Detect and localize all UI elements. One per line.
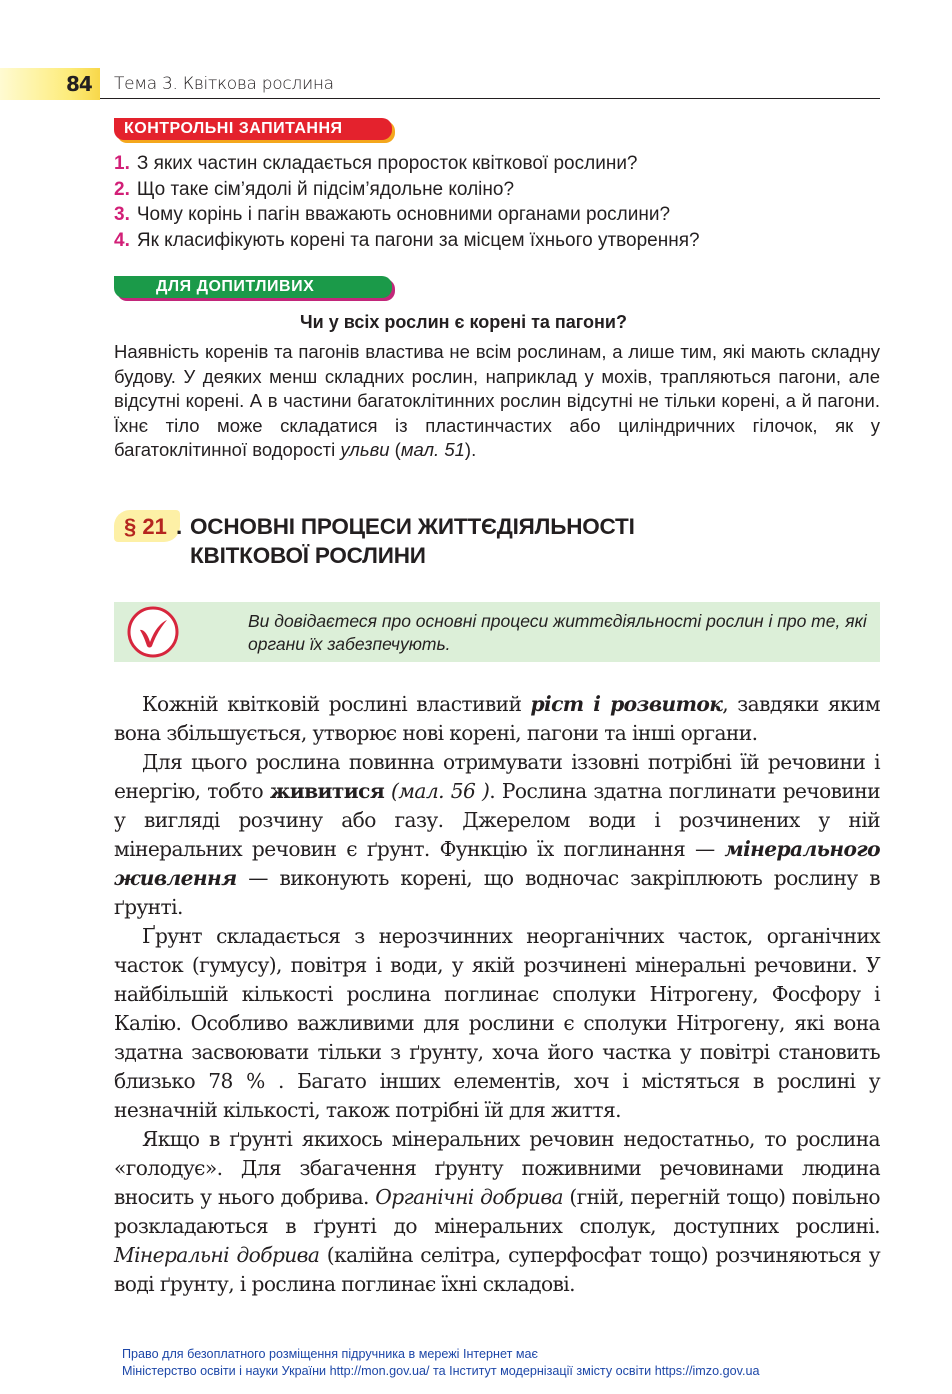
main-text: [114, 690, 880, 1299]
question-number: 2.: [114, 178, 130, 200]
curious-text: (: [389, 439, 401, 461]
question-text: Як класифікують корені та пагони за місцем їхнього утворення?: [136, 229, 700, 251]
copyright-footer: [122, 1346, 759, 1380]
figure-reference: (мал. 56 ): [384, 779, 490, 803]
topic-title: Тема 3. Квіткова рослина: [114, 74, 334, 94]
header-rule: [100, 98, 880, 99]
curious-text: Наявність коренів та пагонів властива не всім рослинам, а лише тим, які мають складну будову. У деяких менш складних рослин, наприклад у мохів, трапляються пагони, але відсутні корені. А в частини багатоклітинних рослин відсутні не тільки корені, а й пагони. Їхнє тіло може складатися із пластинчастих або циліндричних гілочок, як у багатоклітинної водорості: [114, 341, 880, 461]
list-item: [114, 151, 700, 177]
question-number: 3.: [114, 204, 130, 225]
questions-list: [114, 151, 700, 253]
list-item: [114, 177, 700, 203]
curious-title: Чи у всіх рослин є корені та пагони?: [300, 312, 627, 332]
question-number: 1.: [114, 153, 130, 174]
key-term: живитися: [269, 779, 385, 803]
question-text: З яких частин складається проросток квіткової рослини?: [136, 153, 638, 174]
checkmark-circle-icon: [126, 605, 180, 659]
page-header: [0, 64, 880, 98]
learning-goal-text: Ви довідаєтеся про основні процеси життєдіяльності рослин і про те, які органи їх забезпечують.: [248, 611, 867, 654]
curious-label: ДЛЯ ДОПИТЛИВИХ: [114, 276, 392, 298]
paragraph: Якщо в ґрунті якихось мінеральних речовин недостатньо, то рослина «голодує». Для збагачення ґрунту поживними речовинами людина вносить у нього добрива. Органічні добрива (гній, перегній тощо) повільно розкладаються в ґрунті до мінеральних сполук, доступних рослині. Мінеральні добрива (калійна селітра, суперфосфат тощо) розчиняються у воді ґрунту, і рослина поглинає їхні складові.: [114, 1127, 880, 1296]
section-number-badge: [114, 510, 180, 542]
term: Органічні добрива: [375, 1185, 563, 1209]
paragraph: Кожній квітковій рослині властивий ріст і розвиток, завдяки яким вона збільшується, утворює нові корені, пагони та інші органи.: [114, 692, 880, 745]
list-item: [114, 228, 700, 254]
list-item: [114, 202, 700, 228]
key-term: ріст і розвиток: [530, 692, 723, 716]
page-number: 84: [66, 72, 92, 96]
learning-goal-box: [114, 602, 880, 662]
curious-paragraph: [114, 340, 880, 463]
term: Мінеральні добрива: [114, 1243, 320, 1267]
question-text: Чому корінь і пагін вважають основними органами рослини?: [136, 204, 671, 225]
footer-line: Міністерство освіти і науки України http://mon.gov.ua/ та Інститут модернізації змісту освіти https://imzo.gov.ua: [122, 1364, 760, 1378]
paragraph: Ґрунт складається з нерозчинних неорганічних часток, органічних часток (гумусу), повітря і води, у якій розчинені мінеральні речовини. У найбільшій кількості рослина поглинає сполуки Нітрогену, Фосфору і Калію. Особливо важливими для рослини є сполуки Нітрогену, які вона здатна засвоювати тільки з ґрунту, хоча його частка у повітрі становить близько 78 % . Багато інших елементів, хоч і містяться в рослині у незначній кількості, також потрібні їй для життя.: [114, 924, 880, 1122]
footer-line: Право для безоплатного розміщення підручника в мережі Інтернет має: [122, 1347, 538, 1361]
key-term: мінерального живлення: [114, 837, 880, 890]
question-number: 4.: [114, 229, 130, 251]
question-text: Що таке сім’ядолі й підсім’ядольне коліно?: [136, 178, 515, 200]
curious-text: ).: [464, 439, 477, 461]
section-title-line: КВІТКОВОЇ РОСЛИНИ: [190, 543, 426, 568]
control-questions-label: КОНТРОЛЬНІ ЗАПИТАННЯ: [114, 118, 392, 140]
curious-term: ульви: [340, 439, 390, 461]
section-title-line: ОСНОВНІ ПРОЦЕСИ ЖИТТЄДІЯЛЬНОСТІ: [190, 514, 635, 539]
paragraph: Для цього рослина повинна отримувати іззовні потрібні їй речовини і енергію, тобто живитися (мал. 56 ). Рослина здатна поглинати речовини у вигляді розчину або газу. Джерелом води і розчинених у ній мінеральних речовин є ґрунт. Функцію їх поглинання — мінерального живлення — виконують корені, що водночас закріплюють рослину в ґрунті.: [114, 750, 880, 919]
figure-reference: мал. 51: [400, 439, 465, 461]
section-title: . ОСНОВНІ ПРОЦЕСИ ЖИТТЄДІЯЛЬНОСТІ КВІТКОВОЇ РОСЛИНИ: [176, 514, 635, 568]
section-number: § 21: [124, 514, 167, 539]
